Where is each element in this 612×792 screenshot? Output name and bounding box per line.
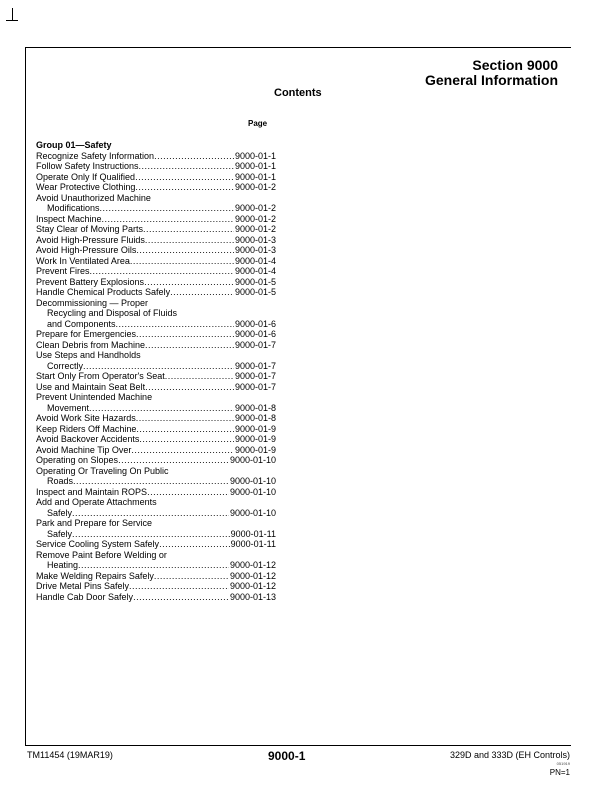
toc-entry[interactable] — [36, 214, 276, 225]
toc-entry-title: Prevent Battery Explosions — [36, 276, 145, 287]
toc-entry-title: Start Only From Operator's Seat — [36, 371, 165, 381]
toc-entry[interactable] — [36, 161, 276, 172]
dot-leader — [136, 413, 234, 424]
dot-leader — [131, 445, 234, 456]
toc-entry-title: Prepare for Emergencies — [36, 329, 137, 339]
dot-leader — [130, 256, 234, 267]
toc-entry-page: 9000-01-1 — [234, 171, 276, 182]
toc-entry-title: Safely — [47, 528, 73, 539]
crop-mark — [6, 20, 18, 21]
toc-entry[interactable] — [36, 371, 276, 382]
toc-entry-title: Movement — [47, 402, 90, 413]
toc-entry-title: Operate Only If Qualified — [36, 171, 136, 182]
toc-entry-page: 9000-01-11 — [230, 539, 276, 549]
dot-leader — [135, 182, 234, 193]
toc-entry-page: 9000-01-8 — [234, 413, 276, 423]
dot-leader — [145, 340, 234, 351]
toc-entry-title: Avoid Work Site Hazards — [36, 413, 136, 423]
dot-leader — [136, 329, 234, 340]
toc-entry-page: 9000-01-2 — [234, 224, 276, 234]
footer-page-number: 9000-1 — [268, 749, 306, 763]
toc-entry-title: Handle Chemical Products Safely — [36, 287, 171, 297]
toc-entry-title: Avoid Machine Tip Over — [36, 444, 132, 455]
footer-code: 051919 — [556, 761, 570, 766]
toc-entry-title: Avoid High-Pressure Oils — [36, 245, 137, 255]
footer-model: 329D and 333D (EH Controls) — [449, 750, 570, 760]
section-header — [425, 58, 558, 88]
toc-entry-page: 9000-01-2 — [234, 213, 276, 224]
dot-leader — [145, 382, 234, 393]
toc-entry[interactable] — [36, 571, 276, 582]
dot-leader — [83, 361, 234, 372]
toc-entry-page: 9000-01-5 — [234, 287, 276, 297]
toc-entry-page: 9000-01-11 — [230, 528, 276, 539]
dot-leader — [135, 172, 234, 183]
toc-entry-title-line: Recycling and Disposal of Fluids — [47, 308, 178, 318]
dot-leader — [136, 245, 234, 256]
toc-entry[interactable] — [36, 182, 276, 193]
toc-entry-page: 9000-01-10 — [229, 486, 276, 497]
toc-entry[interactable] — [36, 340, 276, 351]
dot-leader — [72, 508, 229, 519]
toc-entry-title: Handle Cab Door Safely — [36, 591, 134, 602]
dot-leader — [170, 287, 234, 298]
dot-leader — [136, 424, 234, 435]
toc-entry-page: 9000-01-7 — [234, 339, 276, 350]
dot-leader — [102, 214, 234, 225]
table-of-contents — [36, 140, 276, 602]
dot-leader — [118, 455, 229, 466]
toc-entry[interactable] — [36, 581, 276, 592]
dot-leader — [72, 529, 230, 540]
dot-leader — [147, 487, 229, 498]
toc-entry-title: Safely — [47, 507, 73, 518]
toc-entry-title: Use and Maintain Seat Belt — [36, 381, 146, 392]
toc-entry-page: 9000-01-6 — [234, 318, 276, 329]
toc-entry-page: 9000-01-6 — [234, 329, 276, 339]
toc-entry[interactable] — [36, 319, 276, 330]
frame-left-rule — [25, 47, 26, 745]
footer-pn: PN=1 — [549, 768, 570, 777]
dot-leader — [73, 476, 229, 487]
toc-entry[interactable] — [36, 413, 276, 424]
toc-entry-title: Operating on Slopes — [36, 455, 119, 465]
toc-entry[interactable] — [36, 224, 276, 235]
dot-leader — [165, 371, 234, 382]
toc-entry-title: Inspect Machine — [36, 213, 102, 224]
toc-entry-page: 9000-01-10 — [229, 476, 276, 486]
toc-entry-title: Avoid High-Pressure Fluids — [36, 234, 145, 245]
page-column-label: Page — [248, 119, 268, 128]
toc-entry[interactable] — [36, 445, 276, 456]
toc-entry[interactable] — [36, 403, 276, 414]
toc-entry-title-line: Operating Or Traveling On Public — [36, 465, 169, 476]
footer-doc-id: TM11454 (19MAR19) — [27, 750, 113, 760]
toc-entry[interactable] — [36, 560, 276, 571]
toc-entry-page: 9000-01-4 — [234, 255, 276, 266]
toc-entry-title: Inspect and Maintain ROPS — [36, 486, 148, 497]
toc-entry-page: 9000-01-7 — [234, 360, 276, 371]
frame-top-rule — [25, 47, 571, 48]
toc-entry[interactable] — [36, 539, 276, 550]
toc-entry-page: 9000-01-9 — [234, 423, 276, 434]
toc-entry-title: Avoid Backover Accidents — [36, 434, 140, 444]
toc-entry-page: 9000-01-12 — [229, 560, 276, 570]
toc-entry-title: Drive Metal Pins Safely — [36, 581, 130, 591]
dot-leader — [129, 581, 229, 592]
toc-entry-page: 9000-01-4 — [234, 266, 276, 276]
dot-leader — [143, 224, 234, 235]
toc-entry-page: 9000-01-1 — [234, 161, 276, 171]
toc-entry-title-line: Remove Paint Before Welding or — [36, 549, 167, 560]
dot-leader — [89, 403, 234, 414]
toc-entry-page: 9000-01-13 — [229, 591, 276, 602]
toc-entry-title: and Components — [47, 318, 116, 329]
dot-leader — [100, 203, 234, 214]
toc-entry[interactable] — [36, 266, 276, 277]
toc-entry-page: 9000-01-9 — [234, 444, 276, 455]
section-title: General Information — [424, 72, 558, 88]
toc-entry-page: 9000-01-5 — [234, 276, 276, 287]
toc-entry-page: 9000-01-1 — [234, 150, 276, 161]
toc-entry-title: Clean Debris from Machine — [36, 339, 146, 350]
dot-leader — [90, 266, 234, 277]
contents-heading: Contents — [274, 87, 322, 99]
toc-entry-title: Work In Ventilated Area — [36, 255, 130, 266]
toc-entry-title: Service Cooling System Safely — [36, 539, 160, 549]
toc-entry-title-line: Decommissioning — Proper — [36, 297, 149, 308]
dot-leader — [159, 539, 230, 550]
group-heading: Group 01—Safety — [36, 140, 112, 150]
toc-entry[interactable] — [36, 424, 276, 435]
toc-entry[interactable] — [36, 382, 276, 393]
toc-entry-title-line: Park and Prepare for Service — [36, 518, 153, 528]
toc-entry[interactable] — [36, 529, 276, 540]
toc-entry-title: Roads — [47, 476, 74, 486]
toc-entry-title-line: Add and Operate Attachments — [36, 497, 157, 507]
toc-entry-page: 9000-01-2 — [234, 203, 276, 213]
toc-entry-title: Correctly — [47, 360, 84, 371]
dot-leader — [154, 151, 234, 162]
toc-entry-page: 9000-01-7 — [234, 381, 276, 392]
toc-entry-title: Stay Clear of Moving Parts — [36, 224, 144, 234]
toc-entry-title-line: Avoid Unauthorized Machine — [36, 192, 151, 203]
toc-entry[interactable] — [36, 434, 276, 445]
toc-entry-title-line: Prevent Unintended Machine — [36, 392, 153, 402]
toc-entry-title: Wear Protective Clothing — [36, 182, 136, 192]
dot-leader — [144, 277, 234, 288]
toc-entry[interactable] — [36, 329, 276, 340]
dot-leader — [78, 560, 229, 571]
toc-entry-page: 9000-01-3 — [234, 245, 276, 255]
toc-entry-title: Prevent Fires — [36, 266, 90, 276]
dot-leader — [154, 571, 229, 582]
dot-leader — [139, 161, 234, 172]
toc-entry[interactable] — [36, 455, 276, 466]
toc-entry[interactable] — [36, 172, 276, 183]
toc-entry[interactable] — [36, 245, 276, 256]
toc-entry-page: 9000-01-12 — [229, 581, 276, 591]
toc-entry[interactable] — [36, 592, 276, 603]
dot-leader — [145, 235, 234, 246]
dot-leader — [133, 592, 229, 603]
toc-entry-title: Make Welding Repairs Safely — [36, 570, 154, 581]
toc-entry[interactable] — [36, 287, 276, 298]
dot-leader — [139, 434, 234, 445]
dot-leader — [116, 319, 234, 330]
toc-entry[interactable] — [36, 476, 276, 487]
toc-entry[interactable] — [36, 361, 276, 372]
toc-entry[interactable] — [36, 277, 276, 288]
toc-entry-title: Heating — [47, 560, 79, 570]
toc-entry-page: 9000-01-10 — [229, 507, 276, 518]
toc-entry-page: 9000-01-10 — [229, 455, 276, 465]
frame-bottom-rule — [25, 745, 571, 746]
toc-entry[interactable] — [36, 151, 276, 162]
toc-entry[interactable] — [36, 203, 276, 214]
toc-entry-title: Recognize Safety Information — [36, 150, 155, 161]
toc-entry-page: 9000-01-12 — [229, 570, 276, 581]
crop-mark — [12, 8, 13, 20]
toc-entry-title: Follow Safety Instructions — [36, 161, 139, 171]
toc-entry-page: 9000-01-2 — [234, 182, 276, 192]
section-number: Section 9000 — [472, 57, 558, 73]
toc-entry[interactable] — [36, 256, 276, 267]
toc-entry-page: 9000-01-7 — [234, 371, 276, 381]
toc-entry-title-line: Use Steps and Handholds — [36, 350, 141, 360]
toc-entry-title: Keep Riders Off Machine — [36, 423, 137, 434]
toc-entry-title: Modifications — [47, 203, 100, 213]
toc-entry[interactable] — [36, 235, 276, 246]
toc-entry[interactable] — [36, 487, 276, 498]
toc-entry[interactable] — [36, 508, 276, 519]
toc-entry-page: 9000-01-3 — [234, 234, 276, 245]
toc-entry-page: 9000-01-8 — [234, 402, 276, 413]
toc-entry-page: 9000-01-9 — [234, 434, 276, 444]
